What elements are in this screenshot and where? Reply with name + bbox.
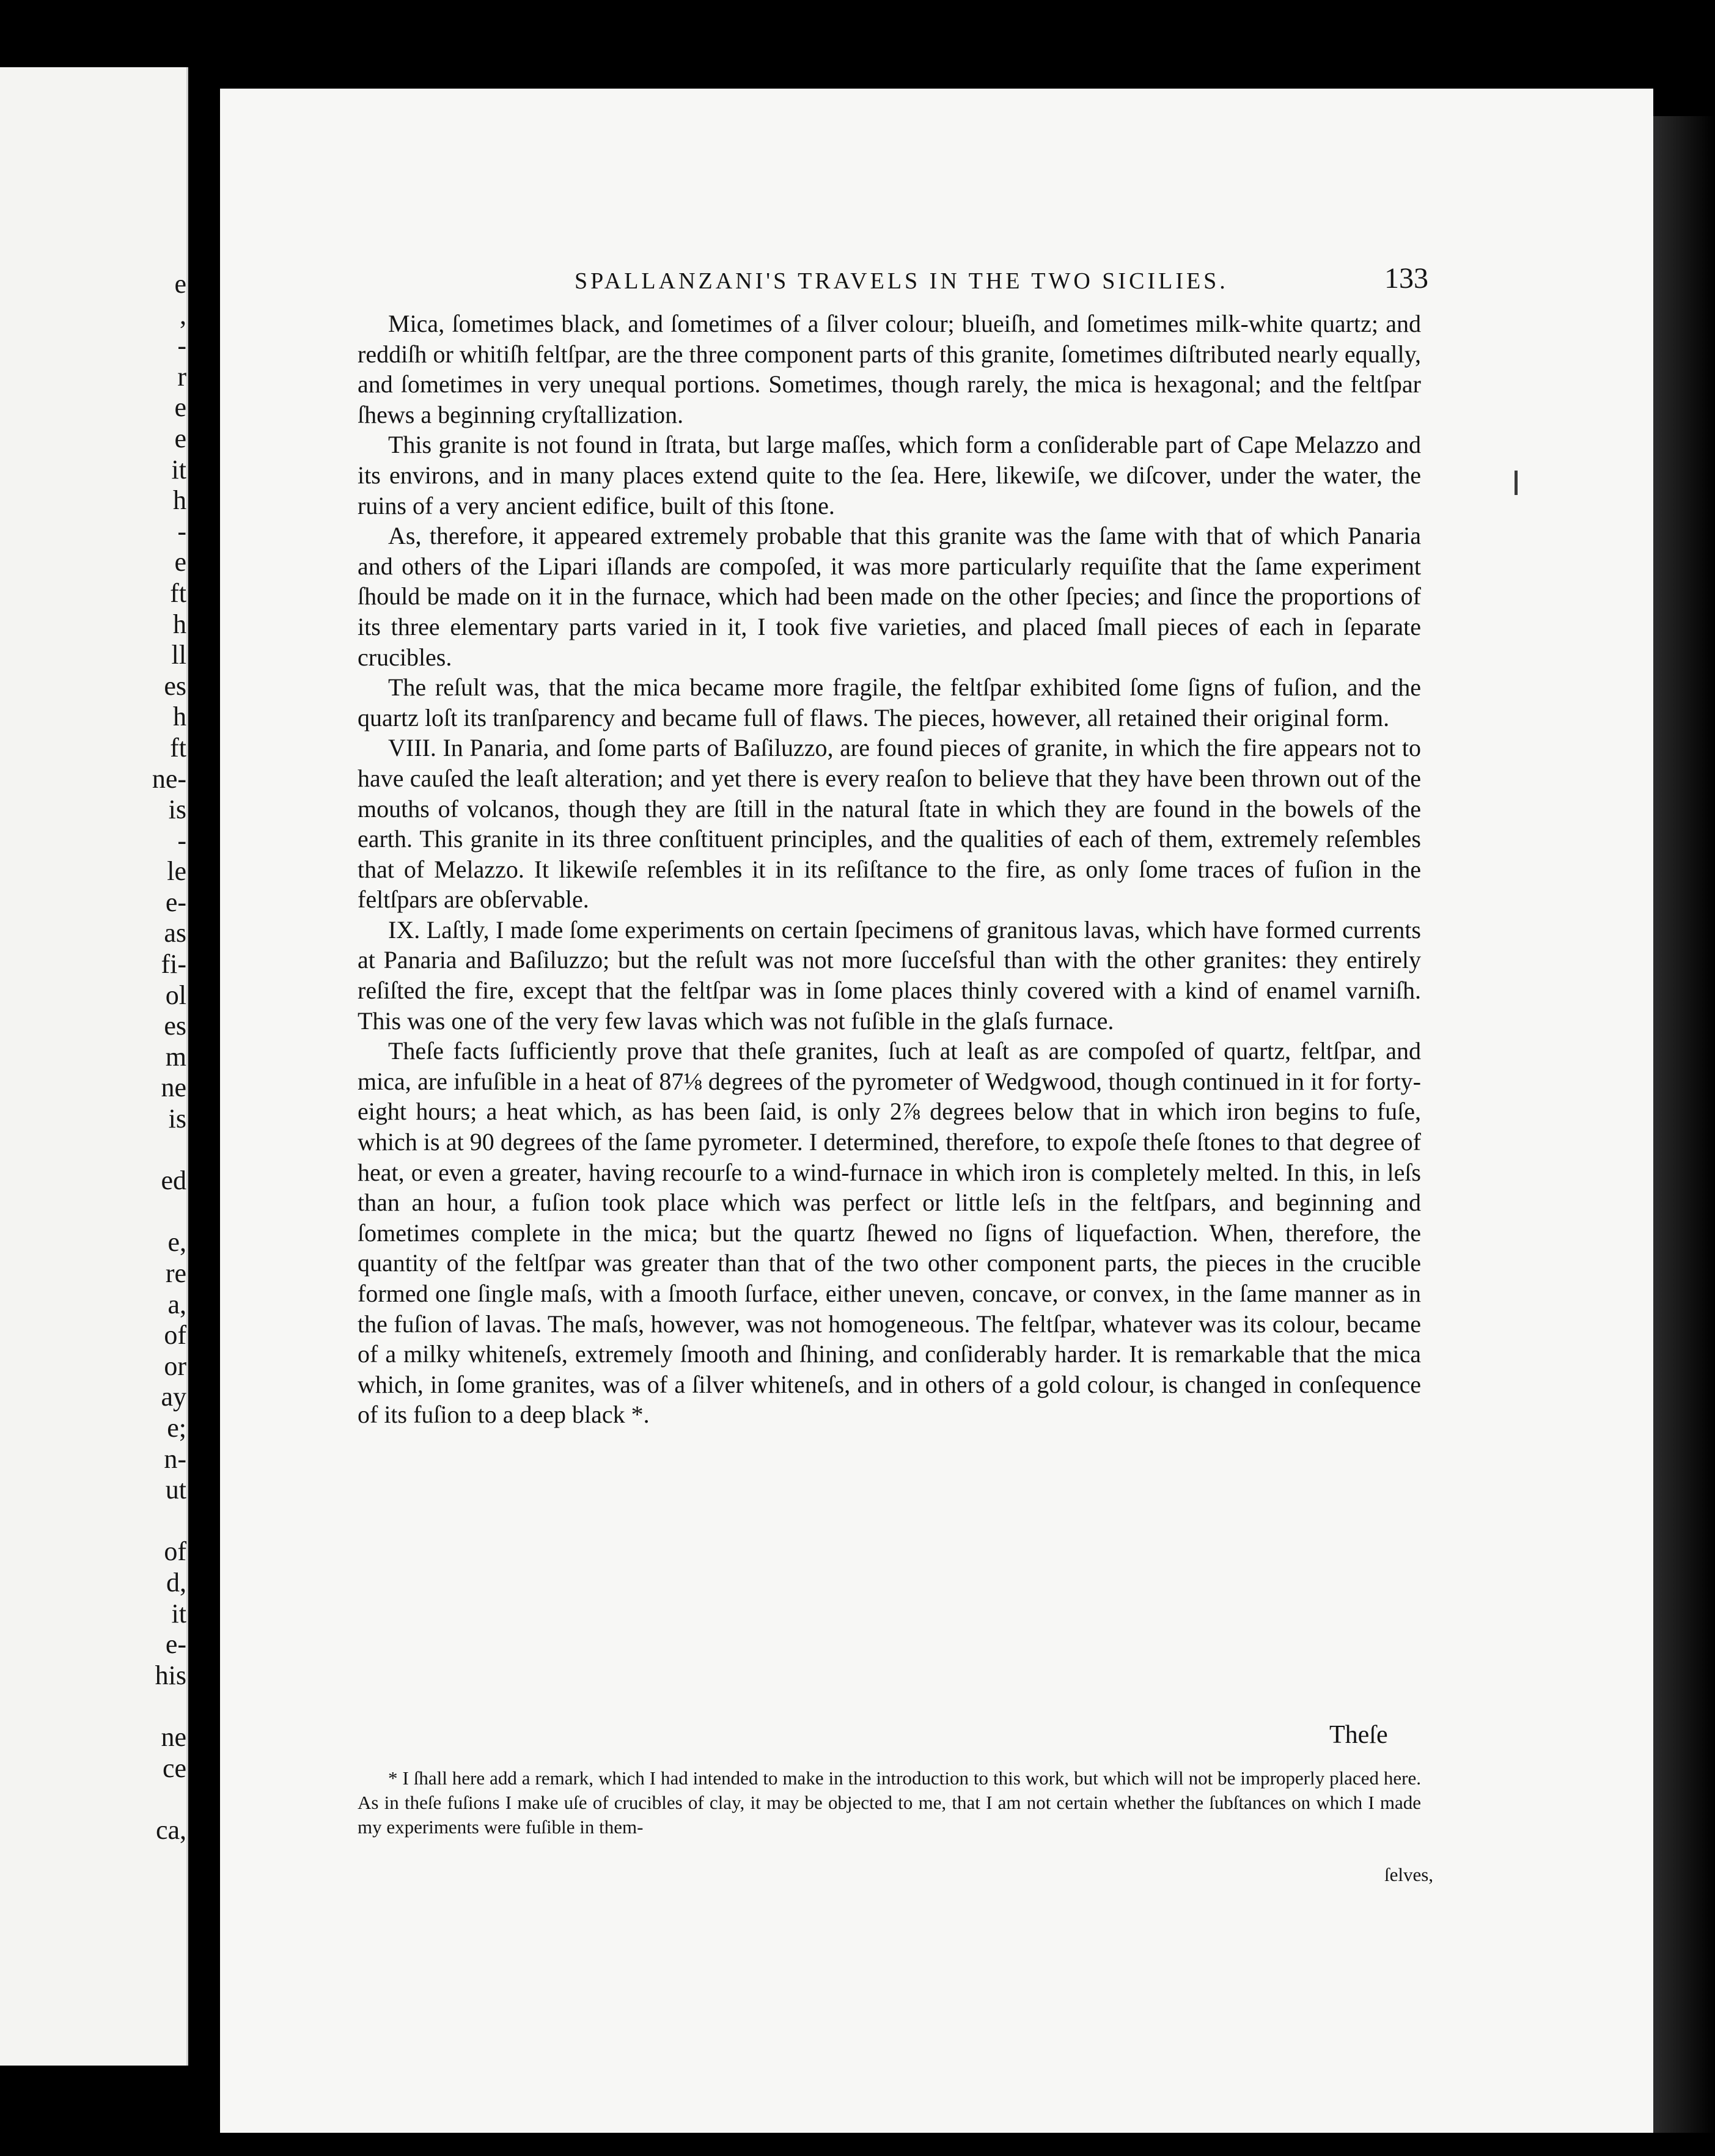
facing-page-fragment: e xyxy=(174,423,186,453)
facing-page-fragment: ne- xyxy=(152,763,186,794)
facing-page-fragment xyxy=(144,1197,186,1228)
paragraph-result: The reſult was, that the mica became more fragile, the feltſpar exhibited ſome ſigns of fuſion, and the quartz loſt its tranſparency and became full of flaws. The pieces, however, all retained their original form. xyxy=(358,673,1421,732)
facing-page-fragment: ed xyxy=(161,1165,186,1196)
facing-page-fragment: r xyxy=(177,361,186,392)
facing-page-fragment: , xyxy=(180,299,186,330)
facing-page-fragment: e; xyxy=(167,1412,186,1443)
facing-page-fragment: it xyxy=(171,454,186,485)
facing-page-fragment: ca, xyxy=(155,1814,186,1845)
footnote: * I ſhall here add a remark, which I had intended to make in the introduction to this work, but which will not be improperly placed here. As in theſe fuſions I make uſe of crucibles of clay, it may be objected to me, that I am not certain whether the ſubſtances on which I made my experiments were fuſible in them- xyxy=(358,1767,1421,1838)
facing-page-fragment xyxy=(144,1784,186,1815)
facing-page-fragment: es xyxy=(164,1011,186,1041)
facing-page-fragment: his xyxy=(155,1660,186,1690)
facing-page-fragment: ay xyxy=(161,1382,186,1412)
footnote-continuation: ſelves, xyxy=(1384,1864,1434,1885)
facing-page-fragment: or xyxy=(164,1351,186,1381)
facing-page-fragment: ne xyxy=(161,1722,186,1752)
ink-mark xyxy=(1515,471,1518,495)
facing-page-fragment: e xyxy=(174,269,186,299)
catchword: Theſe xyxy=(1329,1721,1388,1749)
facing-page-fragment: ut xyxy=(165,1475,186,1505)
facing-page-fragment: n- xyxy=(164,1443,186,1474)
page-number: 133 xyxy=(1384,262,1428,295)
facing-page-fragment: of xyxy=(164,1536,186,1567)
facing-page-fragment: e, xyxy=(167,1227,186,1258)
facing-page-fragment: ol xyxy=(165,980,186,1010)
facing-page-fragment xyxy=(144,1135,186,1166)
facing-page-fragment: ne xyxy=(161,1072,186,1103)
paragraph-panaria-experiment: As, therefore, it appeared extremely probable that this granite was the ſame with that of which Panaria and others of the Lipari iſlands are compoſed, it was more particularly requiſite that the ſame experiment ſhould be made on it in the furnace, which had been made on the other ſpecies; and ſince the proportions of its three elementary parts varied in it, I took five varieties, and placed ſmall pieces of each in ſeparate crucibles. xyxy=(358,522,1421,671)
facing-page-fragment: as xyxy=(164,918,186,948)
facing-page-fragment: h xyxy=(173,485,186,516)
facing-page-fragment: re xyxy=(165,1258,186,1288)
facing-page-text-fragments xyxy=(144,269,186,1846)
paragraph-granite-strata: This granite is not found in ſtrata, but large maſſes, which form a conſiderable part of Cape Melazzo and its environs, and in many places extend quite to the ſea. Here, likewiſe, we diſcover, under the water, the ruins of a very ancient edifice, built of this ſtone. xyxy=(358,431,1421,519)
facing-page-fragment: e xyxy=(174,392,186,423)
running-head: SPALLANZANI'S TRAVELS IN THE TWO SICILIES. xyxy=(575,268,1228,294)
facing-page-fragment: - xyxy=(177,825,186,856)
facing-page-fragment: ll xyxy=(171,640,186,670)
facing-page-fragment: d, xyxy=(166,1567,186,1597)
facing-page-fragment: is xyxy=(168,1104,186,1134)
facing-page-fragment: is xyxy=(168,794,186,825)
facing-page-fragment: ft xyxy=(170,732,186,763)
facing-page-fragment: e xyxy=(174,547,186,578)
facing-page-fragment: e- xyxy=(165,887,186,917)
paragraph-section-viii: VIII. In Panaria, and ſome parts of Baſiluzzo, are found pieces of granite, in which the fire appears not to have cauſed the leaſt alteration; and yet there is every reaſon to believe that they have been thrown out of the mouths of volcanos, though they are ſtill in the natural ſtate in which they are found in the bowels of the earth. This granite in its three conſtituent principles, and the qualities of each of them, extremely reſembles that of Melazzo. It likewiſe reſembles it in its reſiſtance to the fire, as only ſome traces of fuſion in the feltſpars are obſervable. xyxy=(358,734,1421,914)
facing-page-fragment: it xyxy=(171,1598,186,1629)
paragraph-mica: Mica, ſometimes black, and ſometimes of a ſilver colour; blueiſh, and ſometimes milk-white quartz; and reddiſh or whitiſh feltſpar, are the three component parts of this granite, ſometimes diſtributed nearly equally, and ſometimes in very unequal portions. Sometimes, though rarely, the mica is hexagonal; and the feltſpar ſhews a beginning cryſtallization. xyxy=(358,310,1421,428)
facing-page-fragment: a, xyxy=(167,1289,186,1319)
paragraph-section-ix: IX. Laſtly, I made ſome experiments on certain ſpecimens of granitous lavas, which have formed currents at Panaria and Baſiluzzo; but the reſult was not more ſucceſsful than with the other granites: they entirely reſiſted the fire, except that the feltſpar was in ſome places thinly covered with a kind of enamel varniſh. This was one of the very few lavas which was not fuſible in the glaſs furnace. xyxy=(358,915,1421,1035)
facing-page-fragment: h xyxy=(173,609,186,639)
facing-page-fragment: m xyxy=(165,1041,186,1072)
facing-page-fragment xyxy=(144,1506,186,1537)
facing-page-fragment: fi- xyxy=(161,949,186,980)
facing-page-fragment: - xyxy=(177,516,186,546)
facing-page-fragment xyxy=(144,1691,186,1722)
facing-page-fragment: - xyxy=(177,331,186,361)
body-text xyxy=(358,309,1421,1430)
facing-page-fragment: of xyxy=(164,1320,186,1351)
facing-page-fragment: e- xyxy=(165,1629,186,1660)
facing-page-fragment: h xyxy=(173,702,186,732)
paragraph-facts-prove: Theſe facts ſufficiently prove that theſe granites, ſuch at leaſt as are compoſed of quartz, feltſpar, and mica, are infuſible in a heat of 87⅛ degrees of the pyrometer of Wedgwood, though continued in it for forty-eight hours; a heat which, as has been ſaid, is only 2⅞ degrees below that in which iron begins to fuſe, which is at 90 degrees of the ſame pyrometer. I determined, therefore, to expoſe theſe ſtones to that degree of heat, or even a greater, having recourſe to a wind-furnace in which iron is completely melted. In this, in leſs than an hour, a fuſion took place which was perfect or little leſs in the feltſpars, and beginning and ſometimes complete in the mica; but the quartz ſhewed no ſigns of liquefaction. When, therefore, the quantity of the feltſpar was greater than that of the two other component parts, the pieces in the crucible formed one ſingle maſs, with a ſmooth ſurface, either uneven, concave, or convex, in the ſame manner as in the fuſion of lavas. The maſs, however, was not homogeneous. The feltſpar, whatever was its colour, became of a milky whiteneſs, extremely ſmooth and ſhining, and conſiderably harder. It is remarkable that the mica which, in ſome granites, was of a ſilver whiteneſs, and in others of a gold colour, is changed in conſequence of its fuſion to a deep black *. xyxy=(358,1037,1421,1429)
facing-page-fragment: le xyxy=(167,856,186,887)
facing-page-fragment: es xyxy=(164,670,186,701)
facing-page-fragment: ce xyxy=(162,1753,186,1783)
page-edge-shadow xyxy=(1653,116,1715,2133)
facing-page-fragment: ft xyxy=(170,578,186,608)
